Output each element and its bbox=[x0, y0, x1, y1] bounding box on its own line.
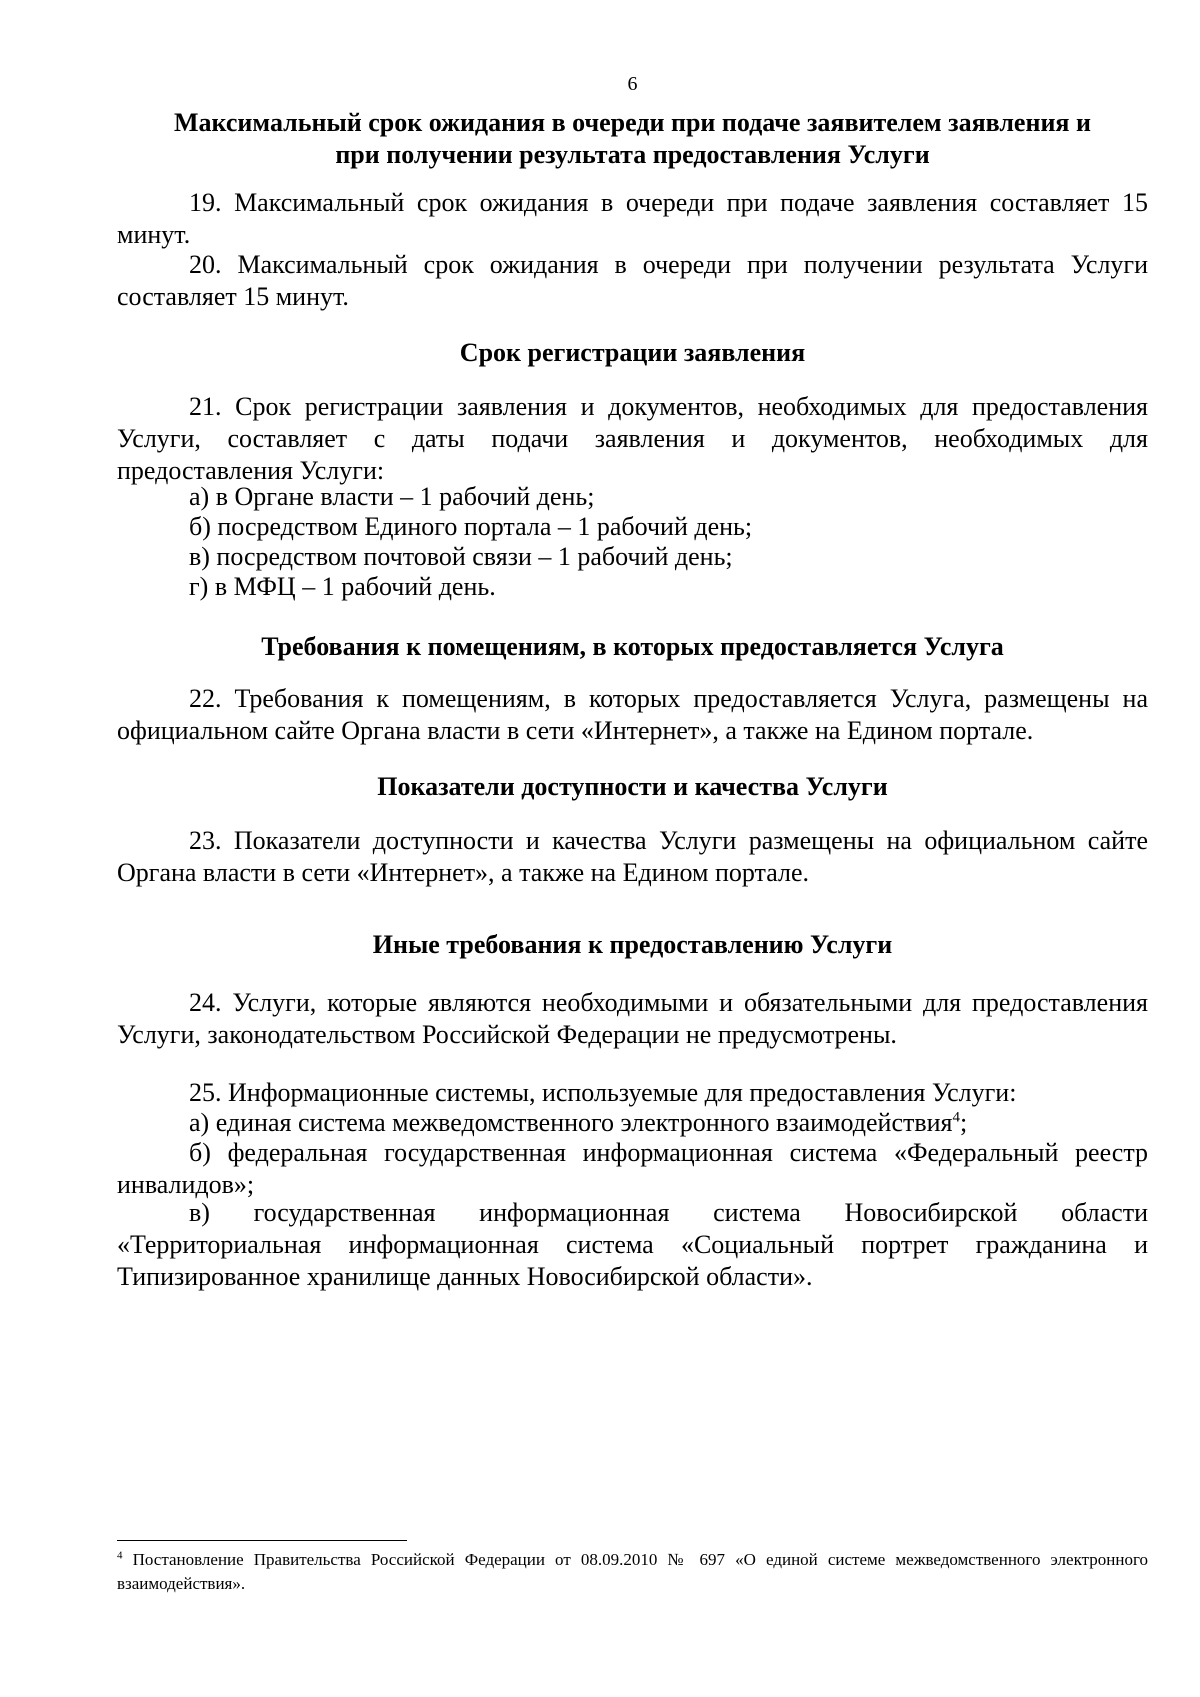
paragraph-23: 23. Показатели доступности и качества Услуги размещены на официальном сайте Органа власти в сети «Интернет», а также на Едином портале. bbox=[117, 826, 1148, 887]
paragraph-22: 22. Требования к помещениям, в которых предоставляется Услуга, размещены на официальном сайте Органа власти в сети «Интернет», а также на Едином портале. bbox=[117, 684, 1148, 745]
heading-line-1: Максимальный срок ожидания в очереди при подаче заявителем заявления и bbox=[174, 108, 1091, 137]
paragraph-20: 20. Максимальный срок ожидания в очереди при получении результата Услуги составляет 15 минут. bbox=[117, 250, 1148, 311]
section-heading-other-requirements: Иные требования к предоставлению Услуги bbox=[372, 930, 893, 959]
footnote-text: Постановление Правительства Российской Федерации от 08.09.2010 № 697 «О единой системе межведомственного электронного взаимодействия». bbox=[117, 1550, 1148, 1593]
info-system-item-a bbox=[117, 1107, 1148, 1139]
paragraph-21: 21. Срок регистрации заявления и документов, необходимых для предоставления Услуги, составляет с даты подачи заявления и документов, необходимых для предоставления Услуги: bbox=[117, 392, 1148, 485]
footnote-mark: 4 bbox=[117, 1549, 123, 1562]
footnote-reference: 4 bbox=[952, 1109, 960, 1126]
info-system-item-v: в) государственная информационная система Новосибирской области «Территориальная информационная система «Социальный портрет гражданина и Типизированное хранилище данных Новосибирской области». bbox=[117, 1198, 1148, 1291]
info-system-item-a-text: а) единая система межведомственного электронного взаимодействия bbox=[189, 1108, 953, 1137]
paragraph-25: 25. Информационные системы, используемые для предоставления Услуги: bbox=[189, 1078, 1017, 1107]
section-heading-premises: Требования к помещениям, в которых предоставляется Услуга bbox=[261, 632, 1004, 661]
paragraph-19: 19. Максимальный срок ожидания в очереди при подаче заявления составляет 15 минут. bbox=[117, 188, 1148, 249]
footnote bbox=[117, 1548, 1148, 1596]
info-system-item-b: б) федеральная государственная информационная система «Федеральный реестр инвалидов»; bbox=[117, 1138, 1148, 1199]
list-item-g: г) в МФЦ – 1 рабочий день. bbox=[189, 572, 496, 601]
heading-line-2: при получении результата предоставления Услуги bbox=[335, 140, 930, 169]
footnote-divider bbox=[117, 1540, 407, 1541]
page-number: 6 bbox=[627, 73, 638, 95]
section-heading-queue-time bbox=[117, 107, 1148, 171]
list-item-b: б) посредством Единого портала – 1 рабочий день; bbox=[189, 512, 753, 541]
section-heading-registration: Срок регистрации заявления bbox=[459, 338, 806, 367]
list-item-v: в) посредством почтовой связи – 1 рабочий день; bbox=[189, 542, 733, 571]
info-system-item-a-end: ; bbox=[960, 1108, 968, 1137]
paragraph-24: 24. Услуги, которые являются необходимыми и обязательными для предоставления Услуги, законодательством Российской Федерации не предусмотрены. bbox=[117, 988, 1148, 1049]
list-item-a: а) в Органе власти – 1 рабочий день; bbox=[189, 482, 595, 511]
section-heading-accessibility: Показатели доступности и качества Услуги bbox=[377, 772, 888, 801]
